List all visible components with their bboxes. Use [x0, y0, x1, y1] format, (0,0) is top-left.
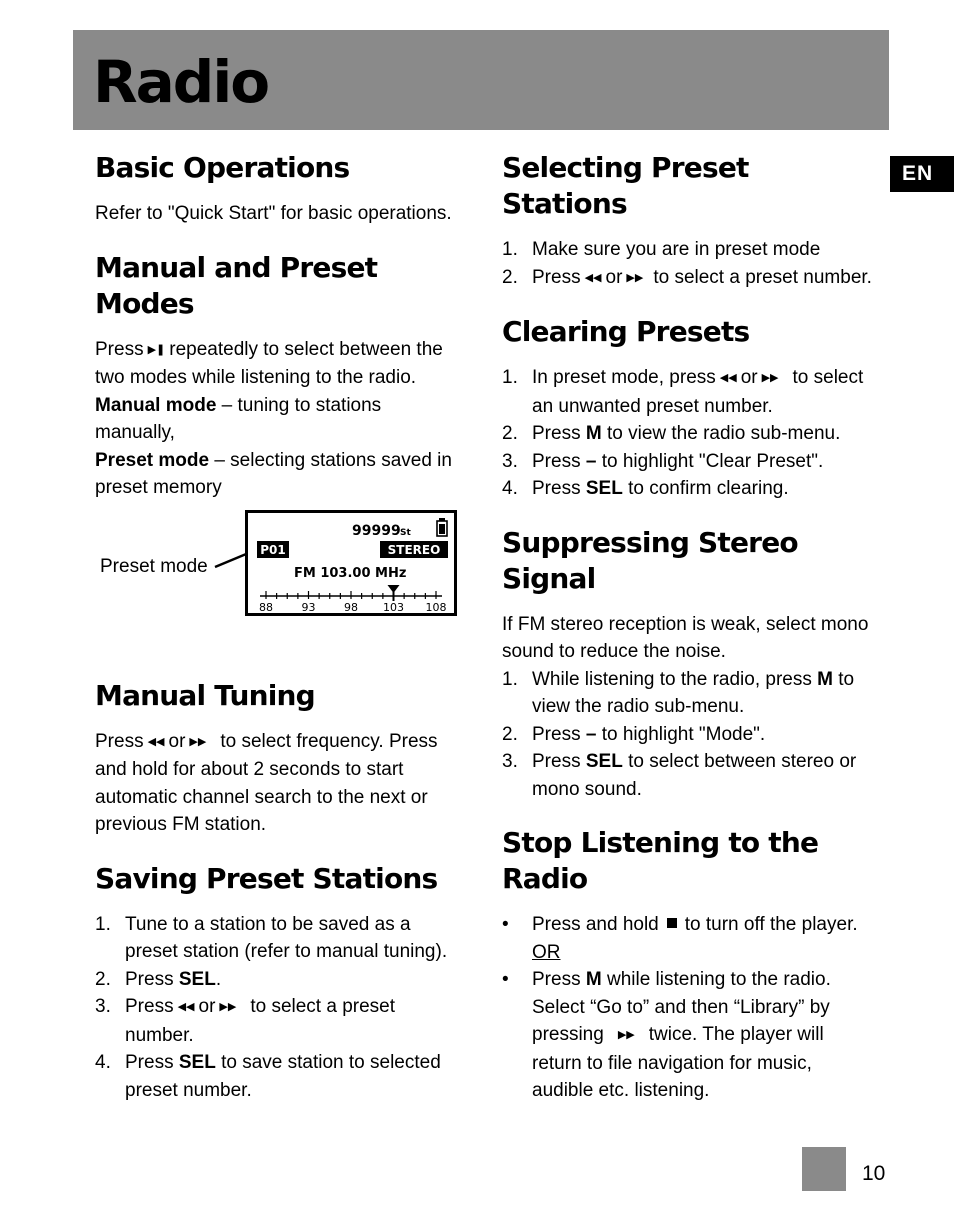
previous-icon: ◀◀ [147, 735, 165, 748]
item-text: while listening to the radio. Select “Go to” and then “Library” by pressing [532, 969, 831, 1045]
clearing-presets-section [502, 314, 872, 503]
list-item [502, 264, 872, 293]
basic-operations-text: Refer to "Quick Start" for basic operations. [95, 203, 452, 224]
previous-icon: ◀◀ [177, 1001, 195, 1013]
stop-listening-section [502, 825, 872, 1105]
list-item [502, 911, 872, 966]
item-text: to highlight "Mode". [601, 723, 766, 745]
list-item [502, 448, 872, 476]
list-item [95, 966, 460, 994]
key-label: – [585, 450, 597, 472]
manual-mode-label: Manual mode [95, 394, 217, 416]
basic-operations-section [95, 150, 460, 228]
item-text: Press and hold [532, 914, 659, 935]
footer-box [802, 1147, 846, 1191]
list-item [95, 1049, 460, 1104]
clearing-presets-list [502, 364, 872, 503]
previous-icon: ◀◀ [584, 271, 602, 284]
item-text: to select a preset number. [125, 996, 396, 1046]
tuning-or: or [168, 730, 186, 752]
stop-listening-list [502, 911, 872, 1105]
lcd-screen [245, 510, 457, 616]
item-or: or [198, 996, 216, 1017]
left-column [95, 150, 460, 1126]
lcd-callout-label: Preset mode [100, 555, 208, 577]
page-title: Radio [93, 48, 269, 116]
next-icon: ▶▶ [219, 1001, 237, 1013]
selecting-presets-heading: Selecting Preset Stations [502, 151, 749, 220]
item-text: Press [125, 996, 174, 1017]
saving-presets-heading: Saving Preset Stations [95, 861, 438, 895]
right-column [502, 150, 872, 1127]
key-label: SEL [585, 751, 623, 772]
lcd-needle-icon [388, 585, 400, 601]
item-text: Press [532, 423, 581, 444]
preset-mode-line [95, 447, 460, 502]
lcd-graphic [248, 513, 454, 613]
play-pause-icon: ▶❚ [147, 343, 166, 356]
stop-listening-heading: Stop Listening to the Radio [502, 826, 819, 895]
item-text: Press [125, 968, 174, 990]
next-icon: ▶▶ [189, 735, 207, 748]
key-label: M [817, 668, 833, 690]
page-number: 10 [862, 1162, 886, 1185]
scale-label: 103 [383, 600, 404, 613]
item-text: to view the radio sub-menu. [532, 668, 855, 717]
manual-tuning-heading: Manual Tuning [95, 678, 315, 712]
modes-paragraph [95, 336, 460, 392]
key-label: SEL [178, 968, 216, 990]
item-number: 1. [502, 668, 518, 690]
list-item [95, 993, 460, 1049]
scale-label: 98 [344, 600, 358, 613]
lcd-preset: P01 [260, 542, 286, 557]
item-text: Press [532, 478, 581, 499]
key-label: M [585, 969, 602, 990]
item-number: 2. [95, 968, 111, 990]
item-text: Press [532, 969, 581, 990]
next-icon: ▶▶ [617, 1029, 635, 1041]
lcd-ticks [266, 591, 436, 599]
stop-icon [667, 918, 677, 928]
saving-presets-section [95, 861, 460, 1105]
item-number: 1. [95, 913, 111, 935]
scale-label: 88 [259, 600, 273, 613]
bullet: • [502, 914, 509, 935]
key-label: SEL [178, 1052, 216, 1073]
item-number: 3. [502, 450, 518, 472]
manual-tuning-text [95, 728, 460, 839]
item-number: 3. [95, 996, 111, 1017]
manual-mode-line [95, 392, 460, 447]
modes-press-text: Press [95, 338, 144, 360]
list-item [502, 236, 872, 264]
item-text: to save station to selected preset number. [125, 1052, 441, 1101]
item-text: to highlight "Clear Preset". [601, 450, 824, 472]
lcd-frequency: FM 103.00 MHz [294, 565, 407, 581]
list-item [502, 748, 872, 803]
title-banner [73, 30, 889, 130]
lcd-scale-labels [259, 601, 447, 613]
item-text: In preset mode, press [532, 367, 716, 388]
preset-mode-label: Preset mode [95, 449, 210, 471]
or-text: OR [532, 941, 561, 963]
stereo-heading: Suppressing Stereo Signal [502, 525, 798, 595]
item-text: Make sure you are in preset mode [532, 239, 821, 260]
stereo-list [502, 666, 872, 804]
list-item [95, 911, 460, 966]
item-number: 4. [95, 1052, 111, 1073]
previous-icon: ◀◀ [719, 372, 737, 384]
item-text: While listening to the radio, press [532, 668, 812, 690]
item-number: 1. [502, 239, 518, 260]
selecting-presets-list [502, 236, 872, 292]
key-label: – [585, 723, 597, 745]
selecting-presets-section [502, 150, 872, 292]
item-text: to confirm clearing. [628, 478, 789, 499]
item-text: Press [532, 266, 581, 288]
list-item [502, 666, 872, 721]
saving-presets-list [95, 911, 460, 1105]
item-or: or [605, 266, 623, 288]
modes-heading: Manual and Preset Modes [95, 250, 378, 320]
item-or: or [740, 367, 758, 388]
item-text: to select a preset number. [653, 266, 872, 288]
list-item [502, 364, 872, 420]
item-number: 2. [502, 423, 518, 444]
list-item [502, 721, 872, 749]
item-text: twice. The player will return to file navigation for music, audible etc. listening. [532, 1024, 824, 1101]
item-number: 1. [502, 367, 518, 388]
tuning-press: Press [95, 730, 144, 752]
lcd-count-unit: St [400, 527, 411, 538]
next-icon: ▶▶ [761, 372, 779, 384]
key-label: SEL [585, 478, 623, 499]
item-text: to view the radio sub-menu. [606, 423, 841, 444]
scale-label: 108 [425, 600, 447, 613]
item-text: to select between stereo or mono sound. [532, 751, 857, 800]
item-number: 2. [502, 723, 518, 745]
list-item [502, 420, 872, 448]
battery-icon [437, 518, 447, 536]
lcd-count: 99999 [352, 522, 401, 539]
lcd-stereo: STEREO [387, 542, 441, 557]
basic-operations-heading: Basic Operations [95, 151, 350, 184]
item-number: 4. [502, 478, 518, 499]
key-label: M [585, 423, 602, 444]
item-text: to turn off the player. [684, 914, 858, 935]
manual-mode-text: – tuning to stations manually, [95, 394, 382, 443]
manual-tuning-section [95, 678, 460, 839]
list-item [502, 966, 872, 1105]
stereo-intro: If FM stereo reception is weak, select mono sound to reduce the noise. [502, 613, 869, 662]
list-item [502, 475, 872, 503]
item-text: Press [532, 450, 581, 472]
language-tab: EN [890, 156, 954, 192]
radio-display-figure [95, 510, 460, 660]
bullet: • [502, 969, 509, 990]
item-text: to select an unwanted preset number. [532, 367, 864, 417]
item-text: Tune to a station to be saved as a preset station (refer to manual tuning). [125, 913, 448, 962]
scale-label: 93 [301, 600, 316, 613]
tuning-post: to select frequency. Press and hold for about 2 seconds to start automatic channel search to the next or previous FM station. [95, 730, 438, 835]
item-number: 3. [502, 751, 518, 772]
preset-mode-text: – selecting stations saved in preset memory [95, 449, 452, 498]
item-text: . [215, 968, 222, 990]
item-number: 2. [502, 266, 518, 288]
clearing-presets-heading: Clearing Presets [502, 315, 750, 348]
stereo-section [502, 525, 872, 804]
item-text: Press [125, 1052, 174, 1073]
next-icon: ▶▶ [626, 271, 644, 284]
modes-section [95, 250, 460, 502]
item-text: Press [532, 751, 581, 772]
item-text: Press [532, 723, 581, 745]
modes-desc-text: repeatedly to select between the two modes while listening to the radio. [95, 338, 443, 388]
